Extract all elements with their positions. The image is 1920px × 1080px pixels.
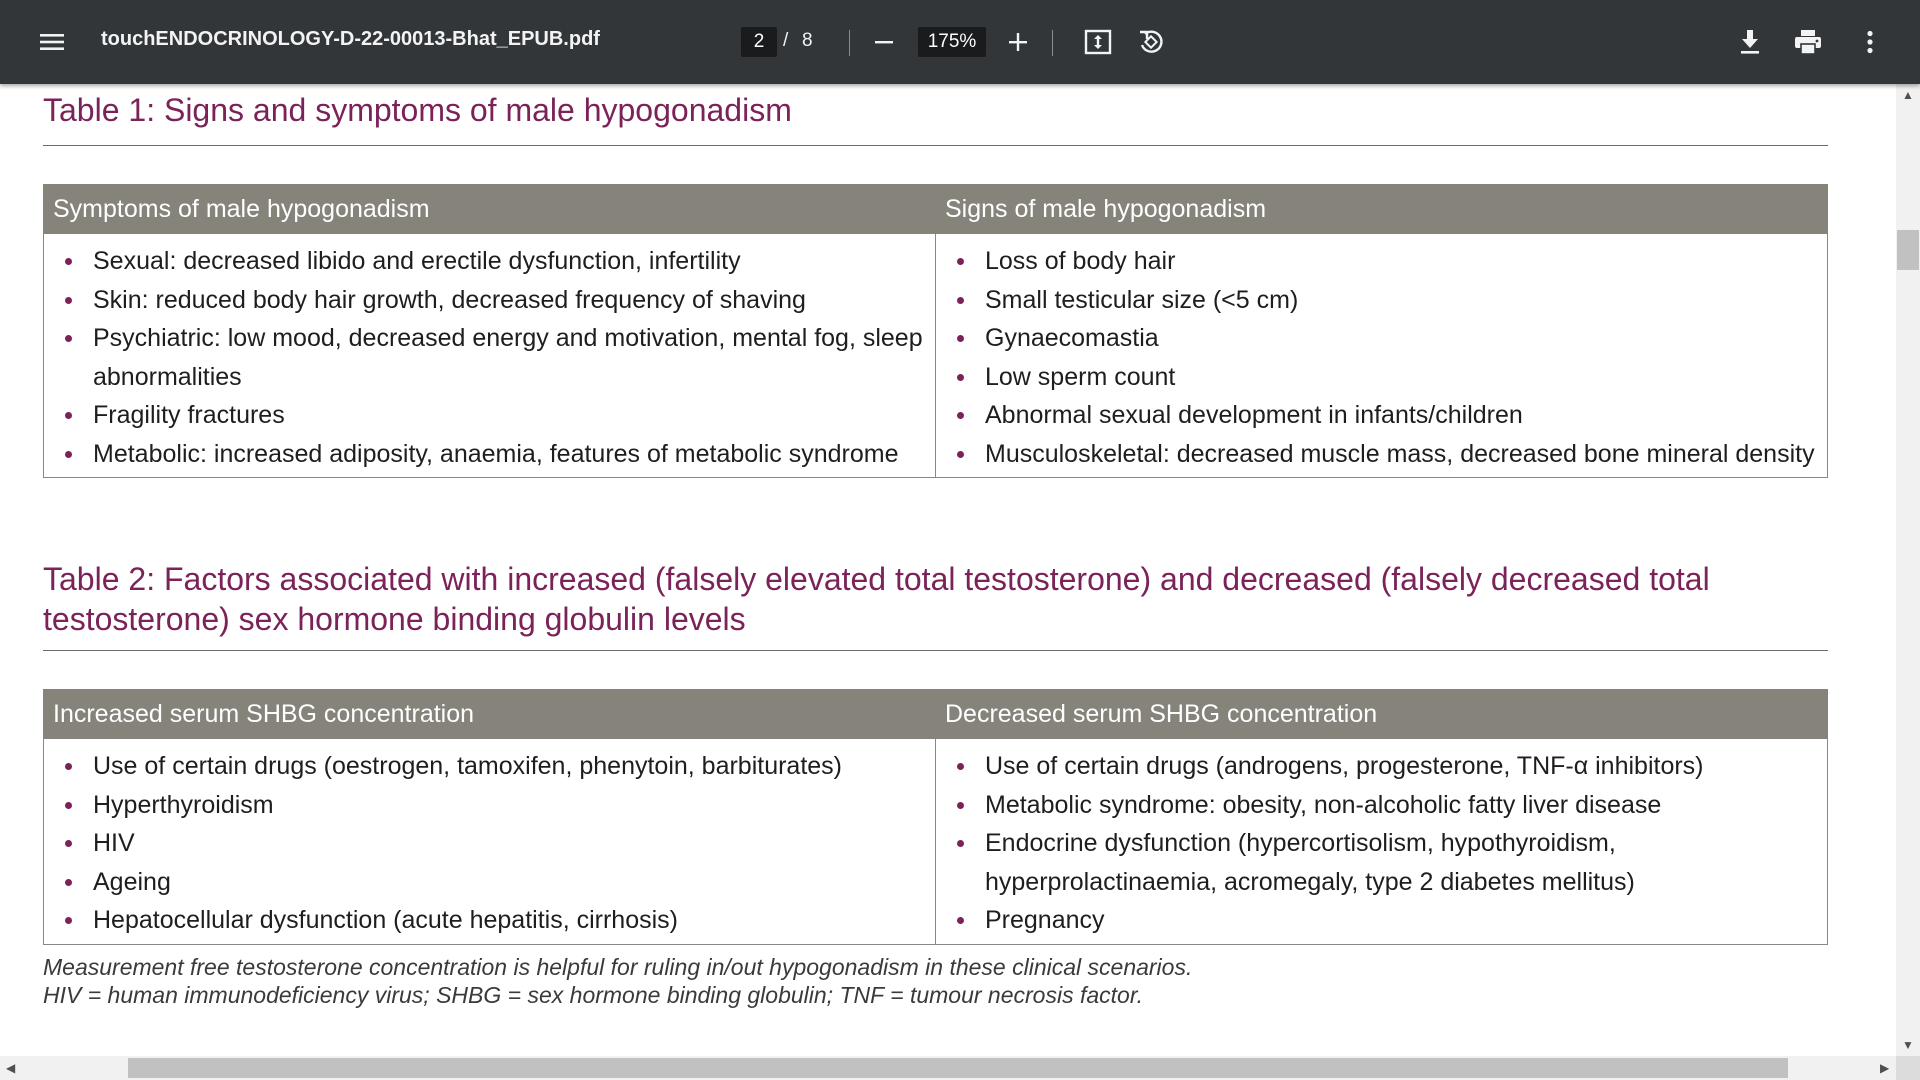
download-button[interactable] bbox=[1730, 22, 1770, 62]
table2-title-line1: Table 2: Factors associated with increased (falsely elevated total testosterone) and decreased (falsely decreased total bbox=[43, 561, 1710, 597]
document-title: touchENDOCRINOLOGY-D-22-00013-Bhat_EPUB.pdf bbox=[101, 28, 600, 50]
table1-symptoms-cell bbox=[44, 234, 936, 478]
table2-decreased-cell bbox=[936, 739, 1828, 945]
list-item: Hyperthyroidism bbox=[44, 786, 935, 825]
pdf-toolbar bbox=[0, 0, 1920, 84]
list-item: Ageing bbox=[44, 863, 935, 902]
table2-title-line2: testosterone) sex hormone binding globulin levels bbox=[43, 601, 746, 637]
page-separator: / bbox=[783, 30, 789, 51]
zoom-out-button[interactable] bbox=[867, 22, 901, 62]
zoom-level-input[interactable]: 175% bbox=[918, 27, 986, 57]
list-item: Gynaecomastia bbox=[936, 319, 1827, 358]
list-item: Use of certain drugs (oestrogen, tamoxifen, phenytoin, barbiturates) bbox=[44, 747, 935, 786]
list-item: Loss of body hair bbox=[936, 242, 1827, 281]
rotate-button[interactable] bbox=[1133, 22, 1169, 62]
list-item: Fragility fractures bbox=[44, 396, 935, 435]
scrollbar-corner bbox=[1896, 1056, 1920, 1080]
table2-footnote bbox=[43, 953, 1828, 1009]
download-icon bbox=[1739, 29, 1761, 55]
list-item: Skin: reduced body hair growth, decreased frequency of shaving bbox=[44, 281, 935, 320]
minus-icon bbox=[874, 32, 894, 52]
print-icon bbox=[1794, 29, 1822, 55]
page-total: 8 bbox=[802, 30, 813, 51]
table1-title: Table 1: Signs and symptoms of male hypogonadism bbox=[43, 92, 792, 128]
scroll-right-arrow-icon[interactable]: ▶ bbox=[1880, 1061, 1890, 1075]
fit-to-page-icon bbox=[1084, 29, 1112, 55]
list-item: Hepatocellular dysfunction (acute hepatitis, cirrhosis) bbox=[44, 901, 935, 940]
vertical-scroll-thumb[interactable] bbox=[1897, 230, 1919, 270]
more-options-button[interactable] bbox=[1850, 22, 1890, 62]
scroll-up-arrow-icon[interactable]: ▲ bbox=[1902, 88, 1914, 102]
footnote-line: HIV = human immunodeficiency virus; SHBG = sex hormone binding globulin; TNF = tumour necrosis factor. bbox=[43, 981, 1144, 1008]
scroll-left-arrow-icon[interactable]: ◀ bbox=[6, 1061, 16, 1075]
list-item: Sexual: decreased libido and erectile dysfunction, infertility bbox=[44, 242, 935, 281]
toolbar-divider bbox=[849, 30, 850, 56]
table2-rule bbox=[43, 650, 1828, 651]
footnote-line: Measurement free testosterone concentration is helpful for ruling in/out hypogonadism in these clinical scenarios. bbox=[43, 953, 1193, 980]
table1-header-symptoms: Symptoms of male hypogonadism bbox=[44, 185, 936, 234]
table1-signs-cell bbox=[936, 234, 1828, 478]
list-item: Abnormal sexual development in infants/children bbox=[936, 396, 1827, 435]
list-item: Use of certain drugs (androgens, progesterone, TNF-α inhibitors) bbox=[936, 747, 1827, 786]
table2-title bbox=[43, 559, 1828, 639]
pdf-page bbox=[43, 84, 1828, 1009]
fit-to-page-button[interactable] bbox=[1080, 22, 1116, 62]
menu-icon[interactable] bbox=[32, 22, 72, 62]
rotate-icon bbox=[1137, 28, 1165, 56]
table2 bbox=[43, 689, 1828, 945]
document-viewport[interactable] bbox=[0, 84, 1896, 1056]
zoom-in-button[interactable] bbox=[1001, 22, 1035, 62]
table1 bbox=[43, 184, 1828, 478]
more-vert-icon bbox=[1866, 30, 1874, 54]
plus-icon bbox=[1008, 32, 1028, 52]
list-item: Pregnancy bbox=[936, 901, 1827, 940]
list-item: Low sperm count bbox=[936, 358, 1827, 397]
table2-header-decreased: Decreased serum SHBG concentration bbox=[936, 690, 1828, 739]
page-number-input[interactable]: 2 bbox=[741, 27, 777, 57]
list-item: Metabolic syndrome: obesity, non-alcoholic fatty liver disease bbox=[936, 786, 1827, 825]
table1-header-signs: Signs of male hypogonadism bbox=[936, 185, 1828, 234]
table2-header-increased: Increased serum SHBG concentration bbox=[44, 690, 936, 739]
scroll-down-arrow-icon[interactable]: ▼ bbox=[1902, 1038, 1914, 1052]
print-button[interactable] bbox=[1788, 22, 1828, 62]
table1-rule bbox=[43, 145, 1828, 146]
list-item: Small testicular size (<5 cm) bbox=[936, 281, 1827, 320]
list-item: HIV bbox=[44, 824, 935, 863]
horizontal-scroll-thumb[interactable] bbox=[128, 1058, 1788, 1078]
list-item: Endocrine dysfunction (hypercortisolism, hypothyroidism, hyperprolactinaemia, acromegaly, type 2 diabetes mellitus) bbox=[936, 824, 1827, 901]
toolbar-divider bbox=[1052, 30, 1053, 56]
list-item: Psychiatric: low mood, decreased energy and motivation, mental fog, sleep abnormalities bbox=[44, 319, 935, 396]
list-item: Metabolic: increased adiposity, anaemia, features of metabolic syndrome bbox=[44, 435, 935, 474]
table2-increased-cell bbox=[44, 739, 936, 945]
list-item: Musculoskeletal: decreased muscle mass, decreased bone mineral density bbox=[936, 435, 1827, 474]
